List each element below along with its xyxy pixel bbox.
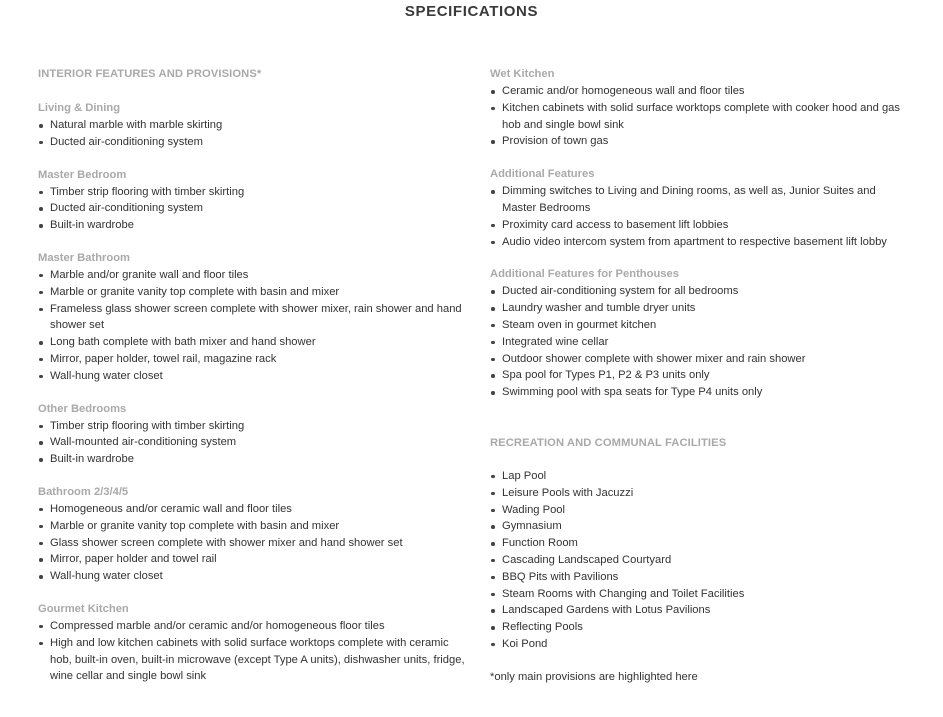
list-item: Built-in wardrobe	[38, 217, 468, 234]
spec-group-additional-features-for-penthouses	[490, 266, 910, 401]
list-item: Wall-mounted air-conditioning system	[38, 434, 468, 451]
list-item: Reflecting Pools	[490, 619, 910, 636]
list-item: Homogeneous and/or ceramic wall and floor tiles	[38, 501, 468, 518]
list-item: Ducted air-conditioning system	[38, 200, 468, 217]
right-groups	[490, 66, 910, 401]
group-title: Other Bedrooms	[38, 402, 127, 415]
group-title: Bathroom 2/3/4/5	[38, 485, 129, 498]
group-title: Living & Dining	[38, 102, 121, 114]
list-item: Koi Pond	[490, 636, 910, 653]
list-item: Wading Pool	[490, 502, 910, 519]
list-item: Compressed marble and/or ceramic and/or homogeneous floor tiles	[38, 618, 468, 635]
page-title: SPECIFICATIONS	[404, 3, 539, 20]
group-title: Gourmet Kitchen	[38, 602, 129, 615]
list-item: Outdoor shower complete with shower mixer and rain shower	[490, 351, 910, 368]
list-item: Frameless glass shower screen complete with shower mixer, rain shower and hand shower set	[38, 301, 468, 335]
spec-list	[490, 183, 910, 250]
spec-group-bathroom-2-3-4-5	[38, 484, 468, 585]
spec-list	[490, 283, 910, 401]
list-item: Spa pool for Types P1, P2 & P3 units only	[490, 367, 910, 384]
list-item: Laundry washer and tumble dryer units	[490, 300, 910, 317]
list-item: Natural marble with marble skirting	[38, 117, 468, 134]
left-groups	[38, 100, 468, 685]
spec-group-master-bedroom	[38, 167, 468, 234]
list-item: Function Room	[490, 535, 910, 552]
list-item: Ceramic and/or homogeneous wall and floor tiles	[490, 83, 910, 100]
group-title: Wet Kitchen	[490, 68, 555, 80]
list-item: Wall-hung water closet	[38, 368, 468, 385]
list-item: Steam oven in gourmet kitchen	[490, 317, 910, 334]
spec-group-wet-kitchen	[490, 66, 910, 150]
spec-group-other-bedrooms	[38, 401, 468, 468]
list-item: Mirror, paper holder, towel rail, magazine rack	[38, 351, 468, 368]
spec-group-additional-features	[490, 166, 910, 250]
list-item: Marble or granite vanity top complete with basin and mixer	[38, 518, 468, 535]
list-item: Gymnasium	[490, 518, 910, 535]
spec-list	[38, 267, 468, 385]
spec-group-living-dining	[38, 100, 468, 151]
spec-list	[38, 418, 468, 468]
spec-list	[38, 618, 468, 685]
group-title: Additional Features	[490, 168, 595, 181]
list-item: Timber strip flooring with timber skirting	[38, 418, 468, 435]
recreation-list	[490, 468, 910, 653]
footnote: *only main provisions are highlighted here	[490, 670, 698, 683]
list-item: Integrated wine cellar	[490, 334, 910, 351]
list-item: Steam Rooms with Changing and Toilet Facilities	[490, 586, 910, 603]
spec-list	[38, 501, 468, 585]
list-item: Dimming switches to Living and Dining rooms, as well as, Junior Suites and Master Bedrooms	[490, 183, 910, 217]
interior-heading: INTERIOR FEATURES AND PROVISIONS*	[38, 68, 262, 80]
list-item: High and low kitchen cabinets with solid surface worktops complete with ceramic hob, built-in oven, built-in microwave (except Type A units), dishwasher units, fridge, wine cellar and single bowl sink	[38, 635, 468, 685]
list-item: Built-in wardrobe	[38, 451, 468, 468]
group-title: Master Bathroom	[38, 251, 131, 264]
list-item: Mirror, paper holder and towel rail	[38, 551, 468, 568]
list-item: Marble and/or granite wall and floor tiles	[38, 267, 468, 284]
list-item: Ducted air-conditioning system for all bedrooms	[490, 283, 910, 300]
list-item: BBQ Pits with Pavilions	[490, 569, 910, 586]
list-item: Kitchen cabinets with solid surface worktops complete with cooker hood and gas hob and single bowl sink	[490, 100, 910, 134]
list-item: Proximity card access to basement lift lobbies	[490, 217, 910, 234]
group-title: Master Bedroom	[38, 168, 127, 181]
list-item: Lap Pool	[490, 468, 910, 485]
spec-list	[490, 83, 910, 150]
spec-list	[38, 117, 468, 151]
list-item: Timber strip flooring with timber skirting	[38, 184, 468, 201]
list-item: Cascading Landscaped Courtyard	[490, 552, 910, 569]
right-column	[490, 66, 910, 686]
list-item: Wall-hung water closet	[38, 568, 468, 585]
list-item: Audio video intercom system from apartment to respective basement lift lobby	[490, 234, 910, 251]
left-column	[38, 66, 468, 701]
list-item: Long bath complete with bath mixer and hand shower	[38, 334, 468, 351]
list-item: Ducted air-conditioning system	[38, 134, 468, 151]
spec-group-master-bathroom	[38, 250, 468, 385]
list-item: Marble or granite vanity top complete with basin and mixer	[38, 284, 468, 301]
list-item: Swimming pool with spa seats for Type P4 units only	[490, 384, 910, 401]
list-item: Leisure Pools with Jacuzzi	[490, 485, 910, 502]
list-item: Provision of town gas	[490, 133, 910, 150]
spec-list	[38, 184, 468, 234]
list-item: Landscaped Gardens with Lotus Pavilions	[490, 602, 910, 619]
spec-group-gourmet-kitchen	[38, 601, 468, 685]
recreation-heading: RECREATION AND COMMUNAL FACILITIES	[490, 436, 727, 449]
list-item: Glass shower screen complete with shower mixer and hand shower set	[38, 535, 468, 552]
group-title: Additional Features for Penthouses	[490, 268, 679, 281]
